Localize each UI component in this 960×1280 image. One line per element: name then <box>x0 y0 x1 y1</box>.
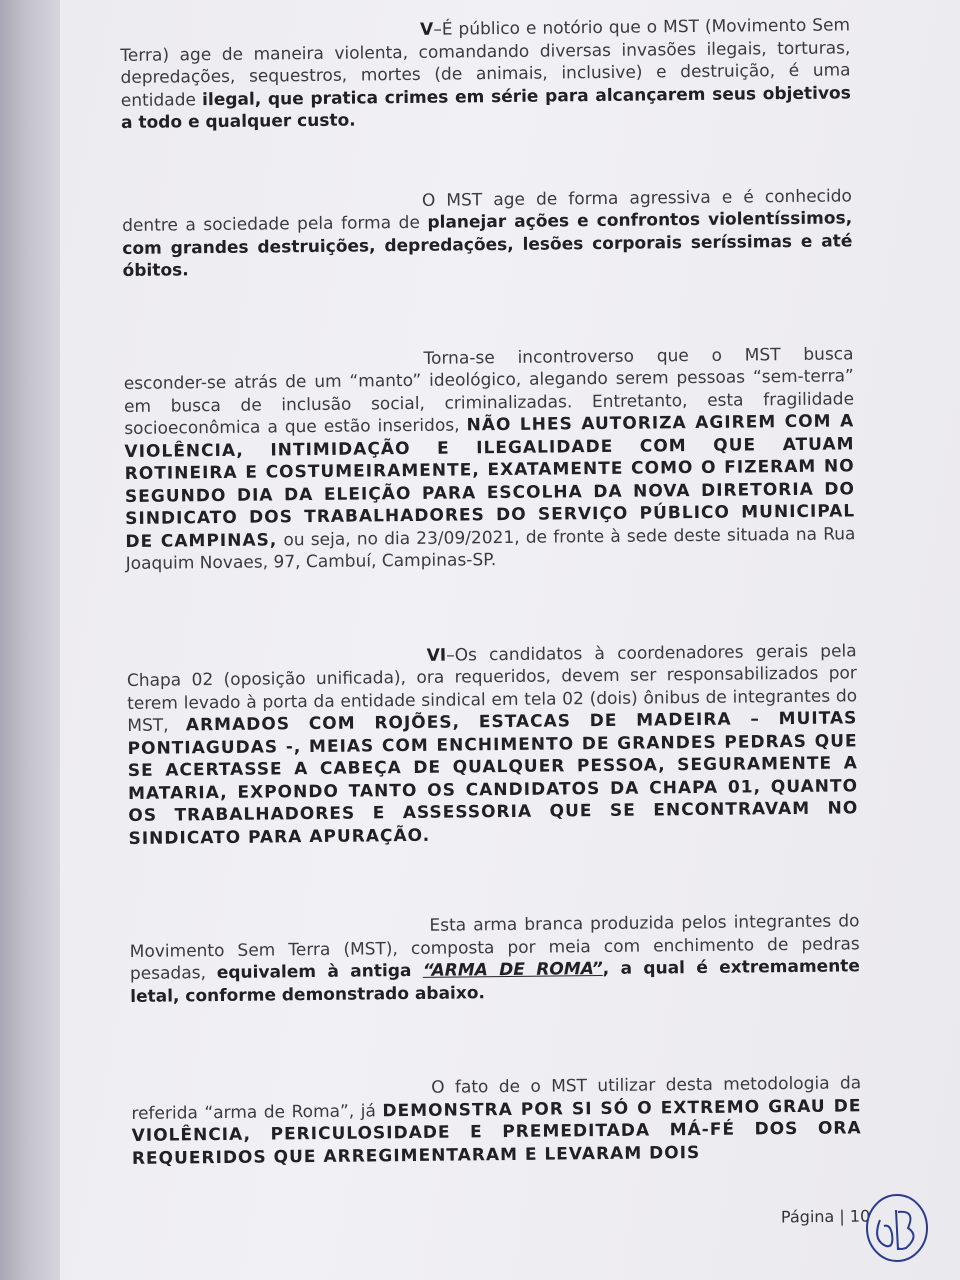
paragraph-mst-aggressive <box>122 185 853 283</box>
paragraph-text: Esta arma branca produzida pelos integrantes do Movimento Sem Terra (MST), composta por meia com enchimento de pedras pesadas, <box>129 911 860 984</box>
paragraph-incontroverso <box>123 343 855 576</box>
paragraph-text: –É público e notório que o MST (Movimento Sem Terra) age de maneira violenta, comandando diversas invasões ilegais, torturas, depredações, sequestros, mortes (de animais, inclusive) e destruição, é uma entidade <box>120 15 851 111</box>
paragraph-bold-text: planejar ações e confrontos violentíssimos, com grandes destruições, depredações, lesões corporais seríssimas e até óbitos. <box>122 208 853 281</box>
document-body <box>120 14 862 1170</box>
paragraph-text: Torna-se incontroverso que o MST busca esconder-se atrás de um “manto” ideológico, alegando serem pessoas “sem-terra” em busca de inclusão social, criminalizadas. Entretanto, esta fragilidade socioeconômica a que estão inseridos, <box>123 343 855 439</box>
indent <box>122 205 422 208</box>
arma-de-roma-emphasis: “ARMA DE ROMA” <box>422 958 603 981</box>
indent <box>124 363 424 366</box>
paragraph-caps-text: ARMADOS COM ROJÕES, ESTACAS DE MADEIRA – MUITAS PONTIAGUDAS -, MEIAS COM ENCHIMENTO DE GRANDES PEDRAS QUE SE ACERTASSE A CABEÇA DE QUALQUER PESSOA, SEGURAMENTE A MATARIA, EXPONDO TANTO OS CANDIDATOS DA CHAPA 01, QUANTO OS TRABALHADORES E ASSESSORIA QUE SE ENCONTRAVAM NO SINDICATO PARA APURAÇÃO. <box>127 708 859 849</box>
paragraph-caps-text: NÃO LHES AUTORIZA AGIREM COM A VIOLÊNCIA, INTIMIDAÇÃO E ILEGALIDADE COM QUE ATUAM ROTINEIRA E COSTUMEIRAMENTE, EXATAMENTE COMO O FIZERAM NO SEGUNDO DIA DA ELEIÇÃO PARA ESCOLHA DA NOVA DIRETORIA DO SINDICATO DOS TRABALHADORES DO SERVIÇO PÚBLICO MUNICIPAL DE CAMPINAS, <box>124 411 856 552</box>
paragraph-text-tail: ou seja, no dia 23/09/2021, de fronte à sede deste situada na Rua Joaquim Novaes, 97, Cambuí, Campinas-SP. <box>125 523 856 574</box>
paragraph-text: –Os candidatos à coordenadores gerais pela Chapa 02 (oposição unificada), ora requeridos, devem ser responsabilizados por terem levado à porta da entidade sindical em tela 02 (dois) ônibus de integrantes do MST, <box>126 640 858 736</box>
paragraph-arma-branca <box>129 910 860 1008</box>
handwritten-initials-signature <box>862 1190 932 1264</box>
section-label-vi: VI <box>426 645 447 666</box>
paragraph-metodologia <box>131 1072 862 1170</box>
page-number: Página | 10 <box>780 1206 871 1227</box>
paragraph-text: O MST age de forma agressiva e é conhecido dentre a sociedade pela forma de <box>122 185 852 236</box>
paragraph-bold-text: ilegal, que pratica crimes em série para alcançarem seus objetivos a todo e qualquer custo. <box>120 82 851 133</box>
indent <box>120 35 420 38</box>
indent <box>127 660 427 663</box>
indent <box>131 1093 431 1096</box>
paragraph-bold-text-tail: , a qual é extremamente letal, conforme demonstrado abaixo. <box>130 956 861 1007</box>
section-label-v: V <box>419 19 434 40</box>
paragraph-bold-text: equivalem à antiga <box>216 960 423 984</box>
indent <box>130 931 430 934</box>
paragraph-v <box>120 14 851 134</box>
paragraph-text: O fato de o MST utilizar desta metodologia da referida “arma de Roma”, já <box>131 1073 862 1124</box>
paragraph-vi <box>127 640 859 850</box>
paragraph-caps-text: DEMONSTRA POR SI SÓ O EXTREMO GRAU DE VIOLÊNCIA, PERICULOSIDADE E PREMEDITADA MÁ-FÉ DOS ORA REQUERIDOS QUE ARREGIMENTARAM E LEVARAM DOIS <box>131 1095 862 1169</box>
